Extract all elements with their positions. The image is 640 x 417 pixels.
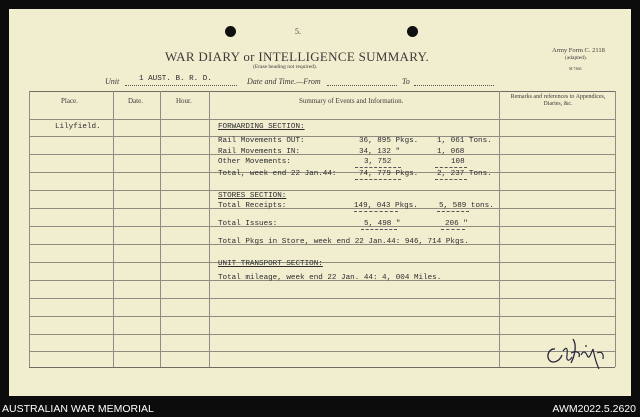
- column-divider: [29, 91, 30, 367]
- rail-out-tons: 1, 061 Tons.: [437, 137, 492, 145]
- total-mileage-line: Total mileage, week end 22 Jan. 44: 4, 004 Miles.: [218, 274, 442, 282]
- total-forwarding-pkgs: 74, 779 Pkgs.: [359, 170, 419, 178]
- table-top-border: [29, 91, 615, 92]
- receipts-underline: [437, 211, 469, 212]
- punch-hole: [407, 26, 418, 37]
- place-entry: Lilyfield.: [55, 123, 101, 131]
- column-divider: [113, 91, 114, 367]
- rail-out-label: Rail Movements OUT:: [218, 137, 305, 145]
- rail-in-label: Rail Movements IN:: [218, 148, 301, 156]
- punch-hole: [225, 26, 236, 37]
- rail-in-tons: 1, 068: [437, 148, 465, 156]
- row-rule: [29, 154, 615, 155]
- from-dotted-line: [327, 85, 397, 86]
- war-diary-sheet: [9, 9, 631, 396]
- sum-underline: [435, 167, 467, 168]
- table-bottom-border: [29, 367, 615, 368]
- to-label: To: [402, 77, 410, 86]
- column-header-hour: Hour.: [176, 97, 192, 105]
- unit-dotted-line: [125, 85, 237, 86]
- archive-reference: AWM2022.5.2620: [552, 403, 636, 415]
- total-issues-label: Total Issues:: [218, 220, 278, 228]
- total-issues-tons: 206 ": [445, 220, 468, 228]
- rail-out-pkgs: 36, 895 Pkgs.: [359, 137, 419, 145]
- date-time-label: Date and Time.—From: [247, 77, 321, 86]
- total-receipts-label: Total Receipts:: [218, 202, 287, 210]
- total-forwarding-label: Total, week end 22 Jan.44:: [218, 170, 337, 178]
- page-title: WAR DIARY or INTELLIGENCE SUMMARY.: [165, 49, 430, 64]
- sum-underline: [355, 167, 401, 168]
- unit-transport-heading: UNIT TRANSPORT SECTION:: [218, 260, 323, 268]
- column-divider: [160, 91, 161, 367]
- archive-credit: AUSTRALIAN WAR MEMORIAL: [2, 403, 154, 415]
- issues-underline: [361, 229, 397, 230]
- handwritten-signature: [541, 335, 617, 371]
- row-rule: [29, 226, 615, 227]
- column-header-date: Date.: [128, 97, 143, 105]
- unit-value: 1 AUST. B. R. D.: [139, 75, 212, 83]
- page-subtitle: (Erase heading not required).: [253, 64, 318, 70]
- total-forwarding-tons: 2, 237 Tons.: [437, 170, 492, 178]
- column-divider: [615, 91, 616, 367]
- archive-footer: [0, 401, 640, 417]
- other-movements-tons: 108: [451, 158, 465, 166]
- receipts-underline: [354, 211, 398, 212]
- unit-label: Unit: [105, 77, 120, 86]
- forwarding-section-heading: FORWARDING SECTION:: [218, 123, 305, 131]
- to-dotted-line: [414, 85, 494, 86]
- pkgs-in-store-line: Total Pkgs in Store, week end 22 Jan.44: 946, 714 Pkgs.: [218, 238, 469, 246]
- total-issues-pkgs: 5, 498 ": [364, 220, 401, 228]
- row-rule: [29, 190, 615, 191]
- form-code: M 7466: [569, 66, 582, 71]
- row-rule: [29, 351, 615, 352]
- other-movements-label: Other Movements:: [218, 158, 291, 166]
- form-name: Army Form C. 2118: [552, 47, 605, 54]
- column-divider: [209, 91, 210, 367]
- issues-underline: [441, 229, 465, 230]
- column-header-remarks: Remarks and references to Appendices, Diaries, &c.: [510, 94, 606, 107]
- header-rule: [29, 119, 615, 120]
- page-number: 5.: [295, 27, 301, 36]
- column-header-place: Place.: [61, 97, 78, 105]
- total-underline: [435, 179, 467, 180]
- total-receipts-tons: 5, 589 tons.: [439, 202, 494, 210]
- row-rule: [29, 298, 615, 299]
- row-rule: [29, 208, 615, 209]
- total-underline: [355, 179, 401, 180]
- stores-section-heading: STORES SECTION:: [218, 192, 287, 200]
- other-movements-pkgs: 3, 752: [364, 158, 392, 166]
- form-adapted: (adapted).: [565, 55, 588, 61]
- rail-in-pkgs: 34, 132 ": [359, 148, 401, 156]
- column-header-summary: Summary of Events and Information.: [299, 97, 404, 105]
- total-receipts-pkgs: 149, 043 Pkgs.: [354, 202, 418, 210]
- row-rule: [29, 136, 615, 137]
- column-divider: [499, 91, 500, 367]
- row-rule: [29, 316, 615, 317]
- row-rule: [29, 334, 615, 335]
